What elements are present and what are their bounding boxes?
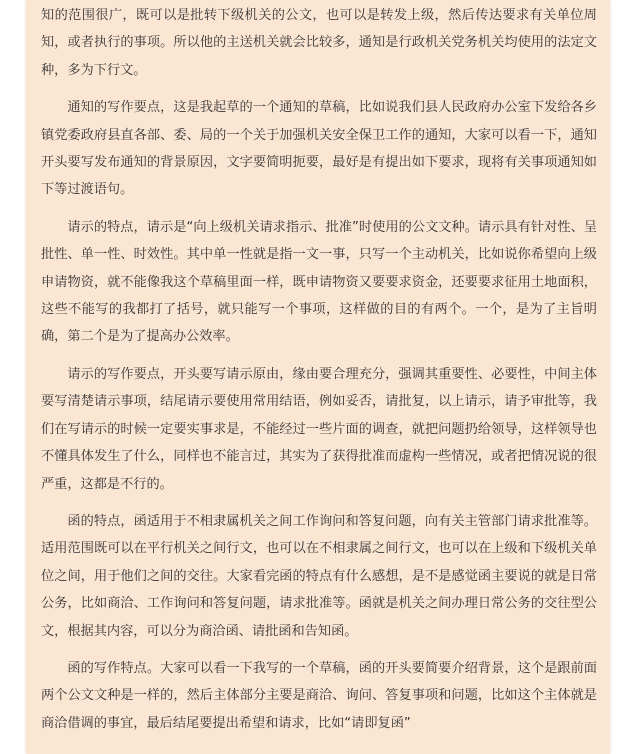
document-body — [41, 2, 597, 747]
paragraph-letter-features: 函的特点，函适用于不相隶属机关之间工作询问和答复问题，向有关主管部门请求批准等。适用范围既可以在平行机关之间行文，也可以在不相隶属之间行文，也可以在上级和下级机关单位之间，用于他们之间的交往。大家看完函的特点有什么感想，是不是感觉函主要说的就是日常公务，比如商洽、工作询问和答复问题，请求批准等。函就是机关之间办理日常公务的交往型公文，根据其内容，可以分为商洽函、请批函和告知函。 — [41, 513, 597, 639]
document-page — [26, 0, 610, 754]
paragraph-request-writing-points: 请示的写作要点，开头要写请示原由，缘由要合理充分，强调其重要性、必要性，中间主体要写清楚请示事项，结尾请示要使用常用结语，例如妥否，请批复，以上请示，请予审批等，我们在写请示的时候一定要实事求是，不能经过一些片面的调查，就把问题扔给领导，这样领导也不懂具体发生了什么，同样也不能言过，其实为了获得批准而虚构一些情况，或者把情况说的很严重，这都是不行的。 — [41, 366, 597, 492]
paragraph-letter-writing-features: 函的写作特点。大家可以看一下我写的一个草稿，函的开头要简要介绍背景，这个是跟前面两个公文文种是一样的，然后主体部分主要是商洽、询问、答复事项和问题，比如这个主体就是商洽借调的事宜，最后结尾要提出希望和请求，比如“请即复函” — [41, 660, 597, 731]
paragraph-notice-writing-points: 通知的写作要点，这是我起草的一个通知的草稿，比如说我们县人民政府办公室下发给各乡镇党委政府县直各部、委、局的一个关于加强机关安全保卫工作的通知，大家可以看一下，通知开头要写发布通知的背景原因，文字要简明扼要，最好是有提出如下要求，现将有关事项通知如下等过渡语句。 — [41, 100, 597, 198]
paragraph-request-features: 请示的特点，请示是“向上级机关请求指示、批准”时使用的公文文种。请示具有针对性、呈批性、单一性、时效性。其中单一性就是指一文一事，只写一个主动机关，比如说你希望向上级申请物资，就不能像我这个草稿里面一样，既申请物资又要要求资金，还要要求征用土地面积，这些不能写的我都打了括号，就只能写一个事项，这样做的目的有两个。一个，是为了主旨明确，第二个是为了提高办公效率。 — [41, 219, 597, 345]
paragraph-notice-scope: 知的范围很广，既可以是批转下级机关的公文，也可以是转发上级，然后传达要求有关单位周知，或者执行的事项。所以他的主送机关就会比较多，通知是行政机关党务机关均使用的法定文种，多为下行文。 — [41, 8, 597, 78]
